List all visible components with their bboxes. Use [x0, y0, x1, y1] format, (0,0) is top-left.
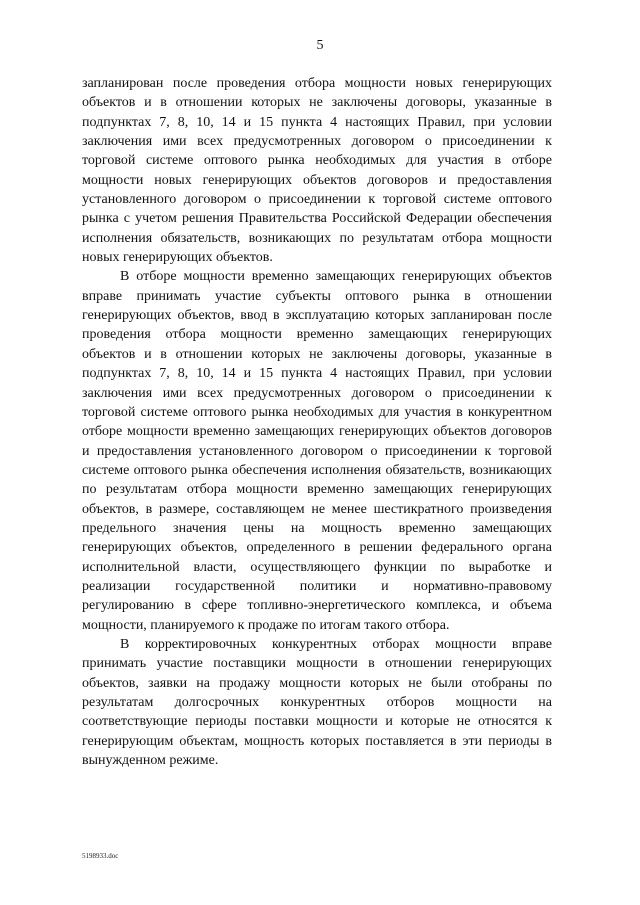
document-body	[82, 74, 552, 770]
paragraph-corrective-selections: В корректировочных конкурентных отборах мощности вправе принимать участие поставщики мощности в отношении генерирующих объектов, заявки на продажу мощности которых не были отобраны по результатам долгосрочных конкурентных отборов мощности на соответствующие периоды поставки мощности и которые не относятся к генерирующим объектам, мощность которых поставляется в эти периоды в вынужденном режиме.	[82, 636, 552, 769]
paragraph-continuation: запланирован после проведения отбора мощности новых генерирующих объектов и в отношении которых не заключены договоры, указанные в подпунктах 7, 8, 10, 14 и 15 пункта 4 настоящих Правил, при условии заключения ими всех предусмотренных договором о присоединении к торговой системе оптового рынка необходимых для участия в отборе мощности новых генерирующих объектов договоров и предоставления установленного договором о присоединении к торговой системе оптового рынка с учетом решения Правительства Российской Федерации обеспечения исполнения обязательств, возникающих по результатам отбора мощности новых генерирующих объектов.	[82, 76, 552, 266]
page-number: 5	[316, 38, 324, 53]
footer-filename: 5198933.doc	[82, 852, 119, 860]
paragraph-temporary-replacement-selection: В отборе мощности временно замещающих генерирующих объектов вправе принимать участие субъекты оптового рынка в отношении генерирующих объектов, ввод в эксплуатацию которых запланирован после проведения отбора мощности временно замещающих генерирующих объектов и в отношении которых не заключены договоры, указанные в подпунктах 7, 8, 10, 14 и 15 пункта 4 настоящих Правил, при условии заключения ими всех предусмотренных договором о присоединении к торговой системе оптового рынка необходимых для участия в конкурентном отборе мощности временно замещающих генерирующих объектов договоров и предоставления установленного договором о присоединении к торговой системе оптового рынка обеспечения исполнения обязательств, возникающих по результатам отбора мощности временно замещающих генерирующих объектов, в размере, составляющем не менее шестикратного произведения предельного значения цены на мощность временно замещающих генерирующих объектов, определенного в решении федерального органа исполнительной власти, осуществляющего функции по выработке и реализации государственной политики и нормативно-правовому регулированию в сфере топливно-энергетического комплекса, и объема мощности, планируемого к продаже по итогам такого отбора.	[82, 269, 552, 633]
